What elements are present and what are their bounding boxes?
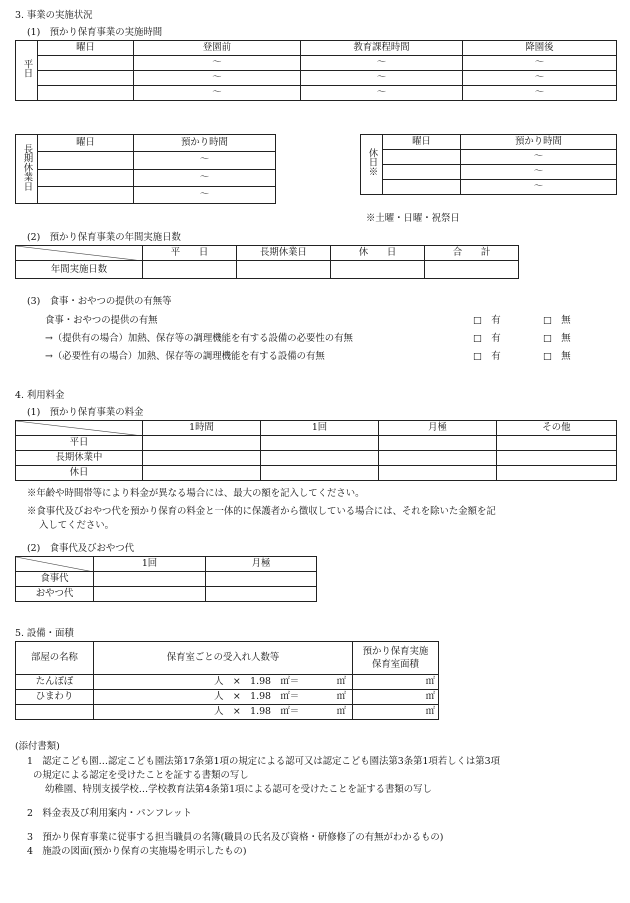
fee-input[interactable] (379, 466, 497, 481)
header-once: 1回 (261, 421, 379, 436)
area-input[interactable]: ㎡ (353, 705, 439, 720)
row-label: おやつ代 (16, 587, 94, 602)
section3-title: 3. 事業の実施状況 (15, 10, 93, 21)
section4-title: 4. 利用料金 (15, 390, 65, 401)
meal-fee-table (15, 556, 317, 602)
fee-input[interactable] (143, 466, 261, 481)
sec3-sub3: (3) 食事・おやつの提供の有無等 (27, 296, 172, 307)
time-cell[interactable]: ～ (134, 152, 276, 169)
header-day: 曜日 (38, 41, 134, 56)
time-cell[interactable]: ～ (134, 169, 276, 186)
annual-days-table (15, 245, 519, 279)
weekday-label-cell: 平日 (16, 41, 38, 101)
row-label: 休日 (16, 466, 143, 481)
long-holiday-table (15, 134, 276, 204)
fee-table (15, 420, 617, 481)
fee-input[interactable] (94, 572, 206, 587)
no-checkbox[interactable]: □ 無 (543, 351, 571, 362)
holiday-table (360, 134, 617, 195)
fee-input[interactable] (261, 451, 379, 466)
fee-input[interactable] (379, 436, 497, 451)
header-after: 降園後 (463, 41, 617, 56)
day-input[interactable] (38, 86, 134, 101)
time-cell[interactable]: ～ (134, 71, 301, 86)
fee-input[interactable] (143, 451, 261, 466)
sec4-sub2: (2) 食事代及びおやつ代 (27, 543, 135, 554)
header-hour: 1時間 (143, 421, 261, 436)
facility-table (15, 641, 439, 720)
header-once: 1回 (94, 557, 206, 572)
day-input[interactable] (383, 165, 461, 180)
header-room: 部屋の名称 (16, 642, 94, 675)
days-input[interactable] (331, 261, 425, 279)
time-cell[interactable]: ～ (461, 150, 617, 165)
header-monthly: 月極 (379, 421, 497, 436)
fee-input[interactable] (497, 466, 617, 481)
long-label-cell: 長期休業日 (16, 135, 38, 204)
meal-item-2: →（提供有の場合）加熱、保存等の調理機能を有する設備の必要性の有無 (45, 333, 353, 344)
holiday-note: ※土曜・日曜・祝祭日 (366, 213, 460, 224)
yes-checkbox[interactable]: □ 有 (473, 351, 501, 362)
days-input[interactable] (237, 261, 331, 279)
header-weekday: 平 日 (143, 246, 237, 261)
capacity-calc[interactable]: 人 × 1.98 ㎡＝ ㎡ (94, 690, 353, 705)
attach-2: 2 料金表及び利用案内・パンフレット (27, 808, 192, 819)
row-label: 食事代 (16, 572, 94, 587)
row-label: 平日 (16, 436, 143, 451)
time-cell[interactable]: ～ (461, 165, 617, 180)
attach-3: 3 預かり保育事業に従事する担当職員の名簿(職員の氏名及び資格・研修修了の有無がわかるもの) (27, 832, 444, 843)
day-input[interactable] (383, 180, 461, 195)
area-input[interactable]: ㎡ (353, 675, 439, 690)
room-name[interactable]: たんぽぽ (16, 675, 94, 690)
time-cell[interactable]: ～ (134, 186, 276, 203)
fee-note-2b: 入してください。 (39, 520, 115, 531)
attach-1a: 1 認定こども園…認定こども園法第17条第1項の規定による認可又は認定こども園法第3条第1項若しくは第3項 (27, 756, 501, 767)
header-day: 曜日 (38, 135, 134, 152)
yes-checkbox[interactable]: □ 有 (473, 333, 501, 344)
no-checkbox[interactable]: □ 無 (543, 333, 571, 344)
time-cell[interactable]: ～ (463, 86, 617, 101)
attach-1b: の規定による認定を受けたことを証する書類の写し (33, 770, 249, 781)
yes-checkbox[interactable]: □ 有 (473, 315, 501, 326)
fee-input[interactable] (497, 436, 617, 451)
weekday-time-table (15, 40, 617, 101)
capacity-calc[interactable]: 人 × 1.98 ㎡＝ ㎡ (94, 675, 353, 690)
diag-cell (16, 557, 94, 572)
header-capacity: 保育室ごとの受入れ人数等 (94, 642, 353, 675)
header-time: 預かり時間 (134, 135, 276, 152)
time-cell[interactable]: ～ (463, 56, 617, 71)
attach-1c: 幼稚園、特別支援学校…学校教育法第4条第1項による認可を受けたことを証する書類の写し (45, 784, 432, 795)
section5-title: 5. 設備・面積 (15, 628, 74, 639)
header-day: 曜日 (383, 135, 461, 150)
header-edu: 教育課程時間 (301, 41, 463, 56)
attach-4: 4 施設の図面(預かり保育の実施場を明示したもの) (27, 846, 247, 857)
days-input[interactable] (143, 261, 237, 279)
sec3-sub1: (1) 預かり保育事業の実施時間 (27, 27, 163, 38)
fee-input[interactable] (143, 436, 261, 451)
header-before: 登園前 (134, 41, 301, 56)
attach-title: (添付書類) (15, 741, 60, 752)
time-cell[interactable]: ～ (461, 180, 617, 195)
area-input[interactable]: ㎡ (353, 690, 439, 705)
day-input[interactable] (38, 186, 134, 203)
row-label: 長期休業中 (16, 451, 143, 466)
no-checkbox[interactable]: □ 無 (543, 315, 571, 326)
diag-cell (16, 246, 143, 261)
time-cell[interactable]: ～ (134, 56, 301, 71)
meal-item-3: →（必要性有の場合）加熱、保存等の調理機能を有する設備の有無 (45, 351, 325, 362)
row-label: 年間実施日数 (16, 261, 143, 279)
header-monthly: 月極 (206, 557, 317, 572)
header-other: その他 (497, 421, 617, 436)
header-long: 長期休業日 (237, 246, 331, 261)
capacity-calc[interactable]: 人 × 1.98 ㎡＝ ㎡ (94, 705, 353, 720)
room-name[interactable]: ひまわり (16, 690, 94, 705)
time-cell[interactable]: ～ (301, 56, 463, 71)
header-total: 合 計 (425, 246, 519, 261)
fee-note-1: ※年齢や時間帯等により料金が異なる場合には、最大の額を記入してください。 (27, 488, 365, 499)
header-area: 預かり保育実施 保育室面積 (353, 642, 439, 675)
fee-input[interactable] (379, 451, 497, 466)
fee-input[interactable] (261, 466, 379, 481)
sec4-sub1: (1) 預かり保育事業の料金 (27, 407, 144, 418)
room-name[interactable] (16, 705, 94, 720)
day-input[interactable] (38, 169, 134, 186)
days-input[interactable] (425, 261, 519, 279)
day-input[interactable] (38, 56, 134, 71)
diag-cell (16, 421, 143, 436)
day-input[interactable] (38, 71, 134, 86)
sec3-sub2: (2) 預かり保育事業の年間実施日数 (27, 232, 181, 243)
time-cell[interactable]: ～ (463, 71, 617, 86)
day-input[interactable] (38, 152, 134, 169)
fee-input[interactable] (497, 451, 617, 466)
header-holiday: 休 日 (331, 246, 425, 261)
time-cell[interactable]: ～ (134, 86, 301, 101)
meal-item-1: 食事・おやつの提供の有無 (45, 315, 158, 326)
fee-input[interactable] (94, 587, 206, 602)
holiday-label-cell: 休日※ (361, 135, 383, 195)
time-cell[interactable]: ～ (301, 71, 463, 86)
fee-input[interactable] (206, 587, 317, 602)
time-cell[interactable]: ～ (301, 86, 463, 101)
fee-input[interactable] (261, 436, 379, 451)
day-input[interactable] (383, 150, 461, 165)
fee-input[interactable] (206, 572, 317, 587)
fee-note-2a: ※食事代及びおやつ代を預かり保育の料金と一体的に保護者から徴収している場合には、それを除いた金額を記 (27, 506, 496, 517)
header-time: 預かり時間 (461, 135, 617, 150)
